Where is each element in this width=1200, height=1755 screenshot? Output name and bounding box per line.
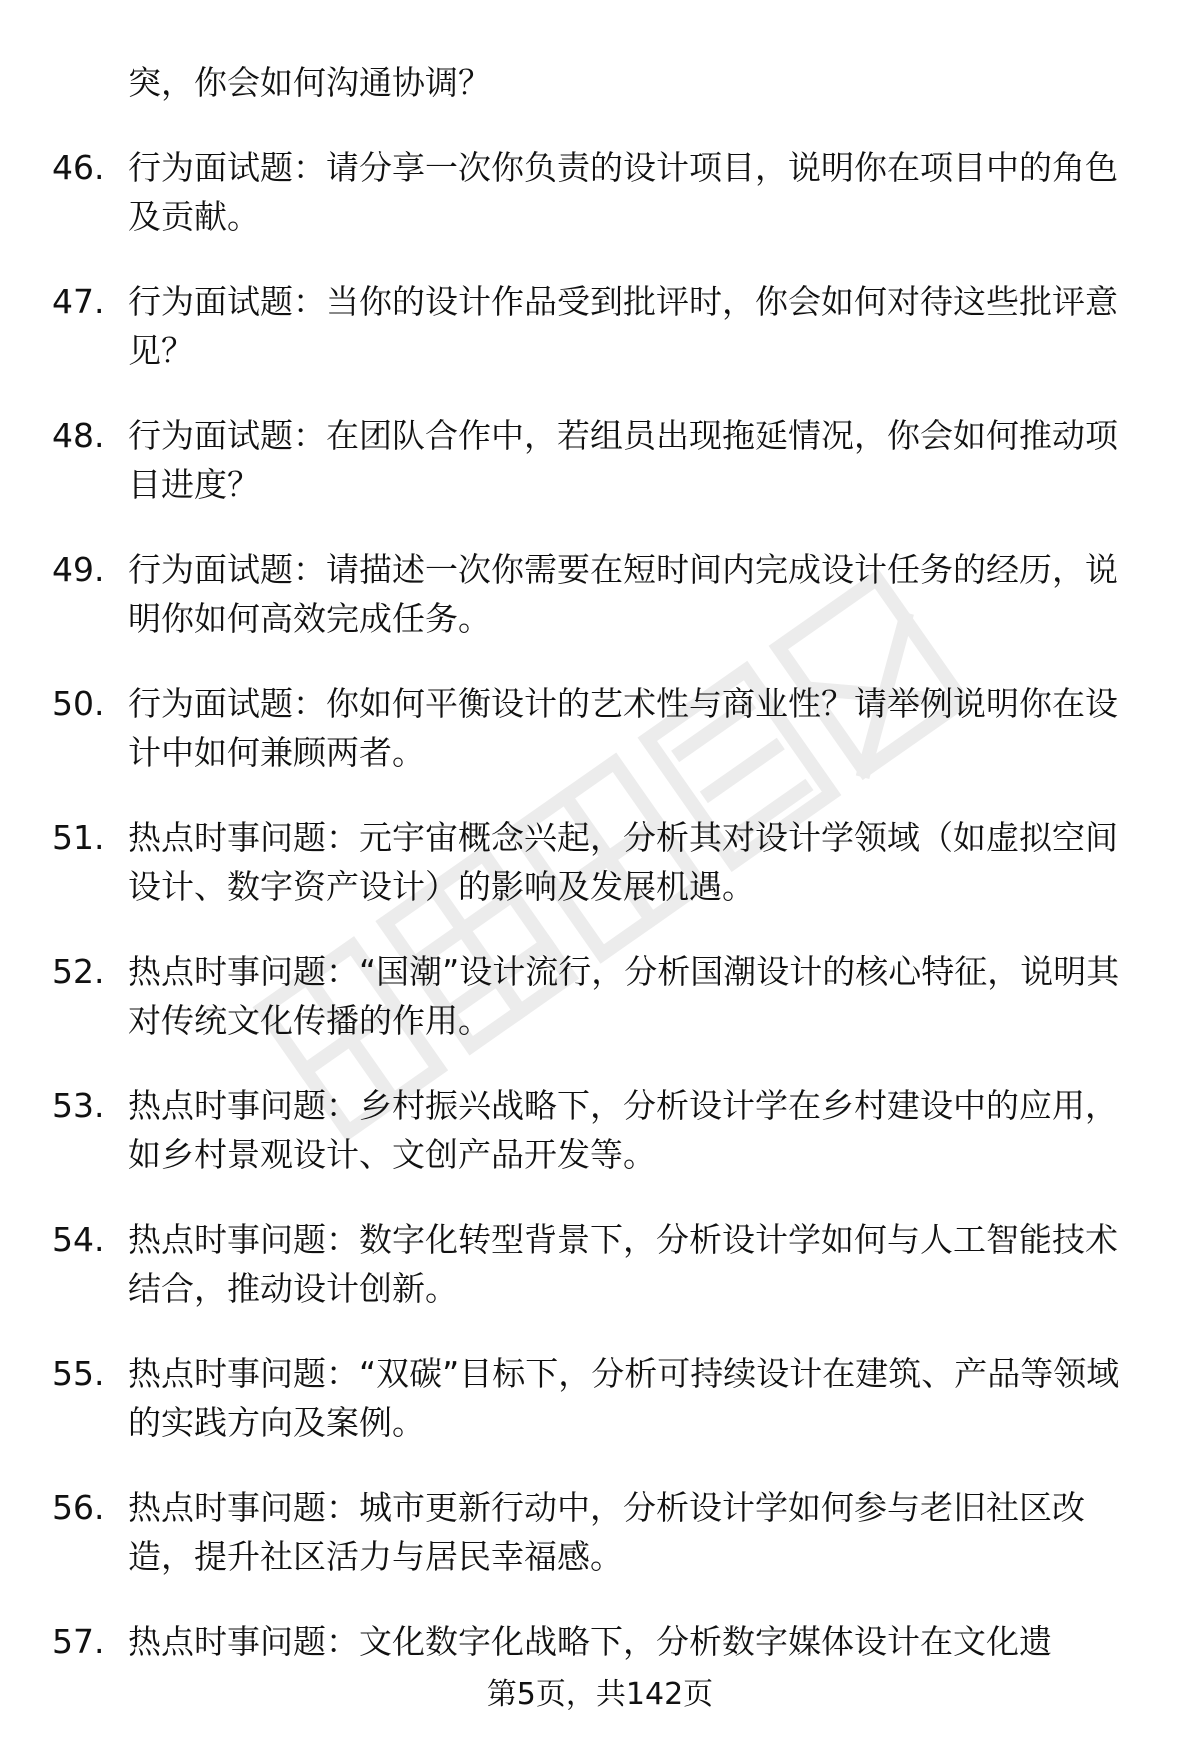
question-text: 行为面试题：当你的设计作品受到批评时，你会如何对待这些批评意见？ — [128, 282, 1118, 370]
question-number: 48. — [52, 416, 105, 455]
page-number-label: 第5页，共142页 — [486, 1677, 714, 1712]
question-item — [52, 1215, 1142, 1313]
question-number: 50. — [52, 684, 105, 723]
question-number: 53. — [52, 1086, 105, 1125]
question-text: 行为面试题：请分享一次你负责的设计项目，说明你在项目中的角色及贡献。 — [128, 148, 1118, 236]
question-text: 热点时事问题：数字化转型背景下，分析设计学如何与人工智能技术结合，推动设计创新。 — [128, 1220, 1118, 1308]
question-text: 热点时事问题：元宇宙概念兴起，分析其对设计学领域（如虚拟空间设计、数字资产设计）的影响及发展机遇。 — [128, 818, 1118, 906]
question-text: 热点时事问题：“双碳”目标下，分析可持续设计在建筑、产品等领域的实践方向及案例。 — [128, 1354, 1120, 1442]
question-item — [52, 277, 1142, 375]
question-number: 52. — [52, 952, 105, 991]
question-number: 47. — [52, 282, 105, 321]
question-number: 46. — [52, 148, 105, 187]
question-text: 热点时事问题：乡村振兴战略下，分析设计学在乡村建设中的应用，如乡村景观设计、文创产品开发等。 — [128, 1086, 1118, 1174]
page-footer — [0, 1675, 1200, 1715]
question-number: 56. — [52, 1488, 105, 1527]
question-item — [52, 947, 1142, 1045]
question-item — [52, 143, 1142, 241]
question-number: 49. — [52, 550, 105, 589]
question-number: 54. — [52, 1220, 105, 1259]
question-number: 51. — [52, 818, 105, 857]
question-text: 热点时事问题：文化数字化战略下，分析数字媒体设计在文化遗 — [128, 1622, 1052, 1661]
continuation-text: 突，你会如何沟通协调？ — [128, 63, 491, 102]
question-list — [52, 58, 1142, 1702]
question-item — [52, 813, 1142, 911]
question-item — [52, 1081, 1142, 1179]
question-item — [52, 1483, 1142, 1581]
question-item — [52, 1617, 1142, 1666]
question-number: 57. — [52, 1622, 105, 1661]
question-item — [52, 1349, 1142, 1447]
question-item — [52, 411, 1142, 509]
question-text: 行为面试题：你如何平衡设计的艺术性与商业性？请举例说明你在设计中如何兼顾两者。 — [128, 684, 1118, 772]
question-item — [52, 545, 1142, 643]
question-text: 行为面试题：在团队合作中，若组员出现拖延情况，你会如何推动项目进度？ — [128, 416, 1118, 504]
question-number: 55. — [52, 1354, 105, 1393]
question-text: 热点时事问题：“国潮”设计流行，分析国潮设计的核心特征，说明其对传统文化传播的作用。 — [128, 952, 1120, 1040]
question-item — [52, 679, 1142, 777]
question-text: 行为面试题：请描述一次你需要在短时间内完成设计任务的经历，说明你如何高效完成任务。 — [128, 550, 1118, 638]
question-text: 热点时事问题：城市更新行动中，分析设计学如何参与老旧社区改造，提升社区活力与居民幸福感。 — [128, 1488, 1085, 1576]
